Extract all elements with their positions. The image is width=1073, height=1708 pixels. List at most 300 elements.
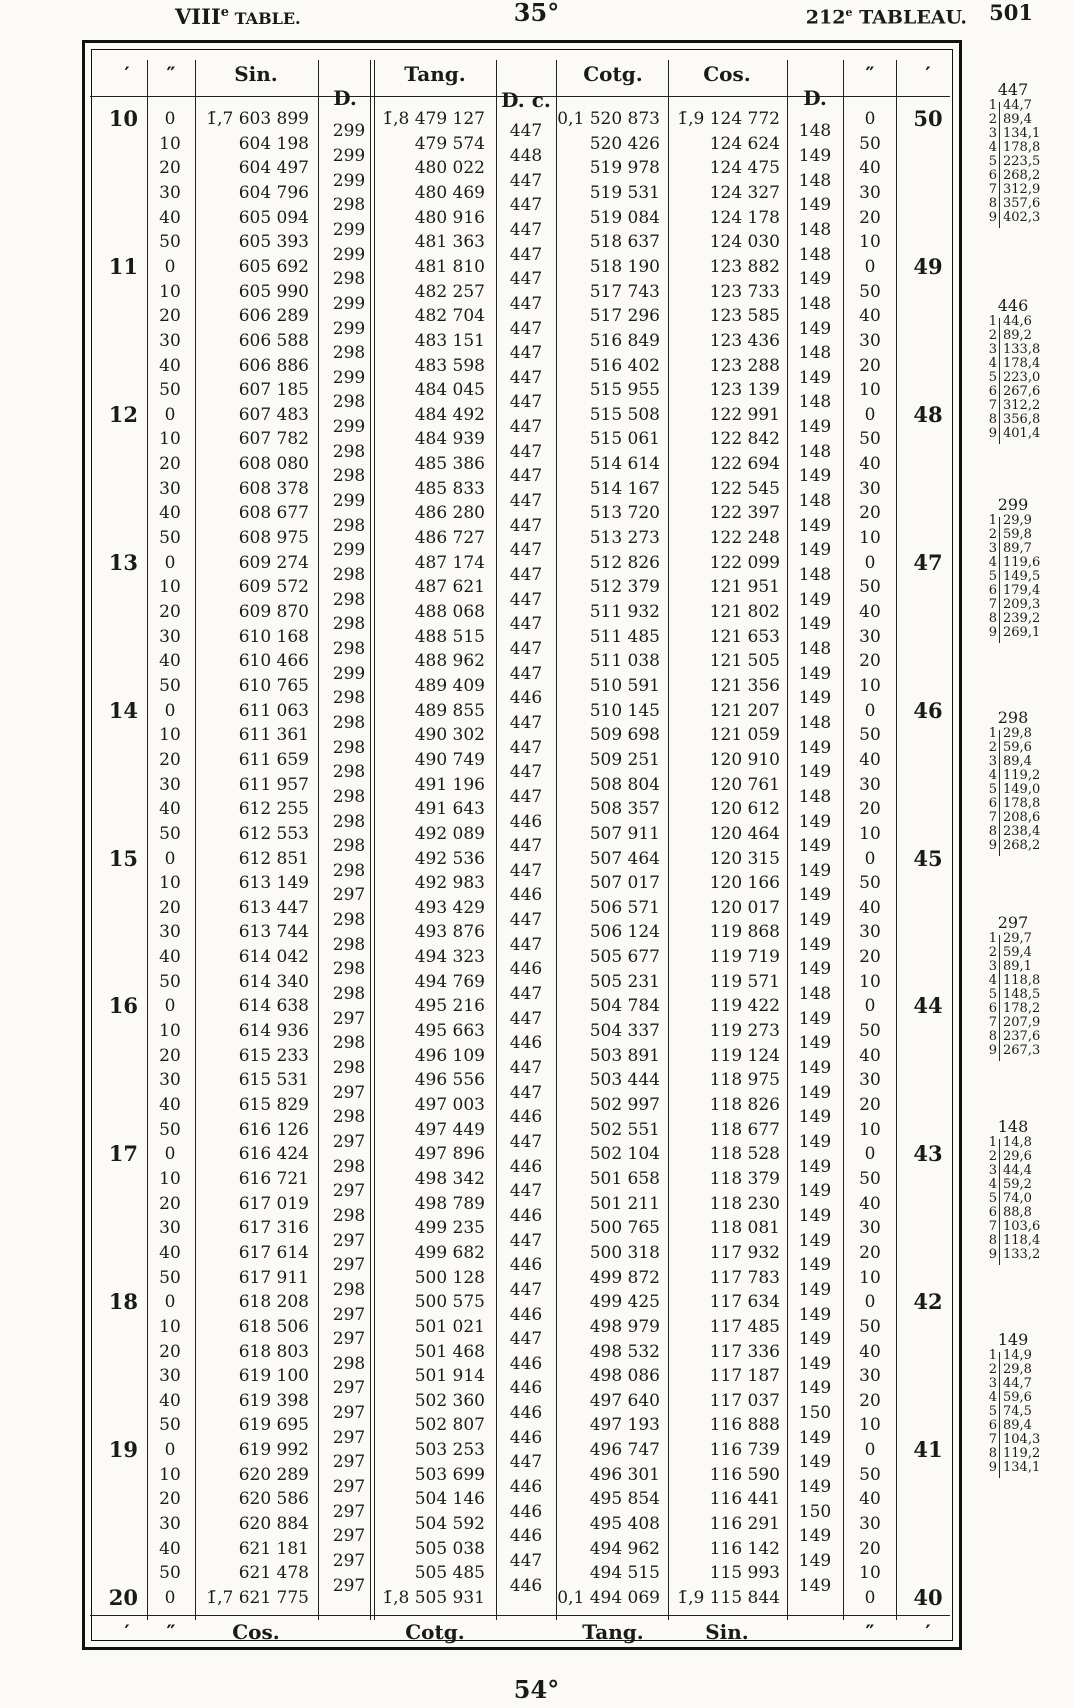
diff-cell: 149 — [798, 1230, 832, 1251]
pp-row — [985, 626, 1065, 640]
diff-cell: 149 — [798, 1329, 832, 1350]
cell-deg: 19 — [108, 1437, 138, 1463]
cell-sin: 618 506 — [238, 1316, 309, 1337]
pp-digit: 9 — [988, 625, 997, 640]
cell-cos: 124 475 — [709, 158, 780, 179]
cell-deg — [98, 156, 138, 180]
pp-row — [985, 811, 1065, 825]
cell-sec: 20 — [159, 602, 181, 622]
cell-sin: 609 274 — [238, 552, 309, 573]
pp-row — [985, 127, 1065, 141]
cell-rdeg — [900, 1241, 956, 1265]
diff-cell: 298 — [332, 638, 366, 659]
cell-sec: 40 — [159, 947, 181, 968]
cell-cos: 124 030 — [709, 232, 780, 253]
diff-cell: 149 — [798, 1181, 832, 1202]
cell-sec: 0 — [164, 1440, 176, 1461]
diff-cell: 298 — [332, 811, 366, 832]
cell-deg — [98, 452, 138, 476]
cell-tan: 499 235 — [414, 1218, 485, 1239]
tableau-number: 212e TABLEAU. — [805, 6, 967, 29]
cell-deg — [98, 896, 138, 920]
footer-tang: Tang. — [582, 1620, 644, 1644]
cell-deg — [98, 920, 138, 944]
cell-sin: 605 692 — [238, 256, 309, 277]
cell-cos: 123 288 — [709, 355, 780, 376]
pp-value: 59,6 — [1003, 740, 1032, 755]
cell-sec: 10 — [159, 577, 181, 598]
pp-row — [985, 1016, 1065, 1030]
diff-cell: 297 — [332, 1304, 366, 1325]
diff-cell: 149 — [798, 1033, 832, 1054]
cell-cos: 119 422 — [709, 996, 780, 1017]
cell-rdeg — [900, 1216, 956, 1240]
diff-cell: 447 — [509, 121, 543, 142]
cell-sin: 614 042 — [238, 947, 309, 968]
cell-rdeg — [900, 1487, 956, 1511]
pp-row — [985, 357, 1065, 371]
cell-tan: 496 109 — [414, 1045, 485, 1066]
diff-cell: 148 — [798, 219, 832, 240]
degree-bottom: 54° — [513, 1675, 560, 1704]
cell-rdeg — [900, 181, 956, 205]
diff-cell: 299 — [332, 663, 366, 684]
pp-row — [985, 99, 1065, 113]
cell-cos: 118 081 — [709, 1218, 780, 1239]
diff-cell: 299 — [332, 219, 366, 240]
cell-rsec: 40 — [859, 1193, 881, 1214]
cell-cos: 122 694 — [709, 454, 780, 475]
cell-rsec: 0 — [864, 1144, 876, 1165]
cell-deg — [98, 748, 138, 772]
cell-sec: 20 — [159, 306, 181, 327]
pp-digit: 2 — [988, 1149, 997, 1164]
pp-digit: 9 — [988, 1460, 997, 1475]
cell-rdeg — [900, 1364, 956, 1388]
diff-cell: 447 — [509, 1279, 543, 1300]
pp-row — [985, 1030, 1065, 1044]
pp-value: 238,4 — [1003, 824, 1041, 839]
cell-cos: 119 719 — [709, 947, 780, 968]
pp-row — [985, 1150, 1065, 1164]
diff-cell: 299 — [332, 170, 366, 191]
cell-cot: 511 932 — [589, 602, 660, 622]
pp-row — [985, 371, 1065, 385]
pp-value: 89,4 — [1003, 1418, 1032, 1433]
cell-tan: 480 022 — [414, 158, 485, 179]
pp-value: 59,6 — [1003, 1390, 1032, 1405]
cell-deg — [98, 354, 138, 378]
cell-cot: 510 591 — [589, 675, 660, 696]
pp-row — [985, 399, 1065, 413]
pp-row — [985, 1447, 1065, 1461]
cell-tan: 489 409 — [414, 675, 485, 696]
diff-cell: 446 — [509, 811, 543, 832]
diff-cell: 447 — [509, 417, 543, 438]
pp-digit: 4 — [988, 555, 997, 570]
cell-sin: 613 744 — [238, 922, 309, 943]
cell-tan: 493 876 — [414, 922, 485, 943]
cell-tan: 484 939 — [414, 429, 485, 450]
pp-digit: 9 — [988, 1043, 997, 1058]
cell-tan: 488 515 — [414, 626, 485, 647]
cell-cot: 512 379 — [589, 577, 660, 598]
cell-sec: 40 — [159, 651, 181, 672]
table-number: VIIIe TABLE. — [175, 4, 301, 29]
cell-sin: 615 829 — [238, 1095, 309, 1115]
diff-cell: 149 — [798, 1279, 832, 1300]
footer-min: ′ — [124, 1620, 130, 1644]
footer-sec-r: ″ — [865, 1620, 875, 1644]
cell-sin: 614 340 — [238, 971, 309, 992]
pp-row — [985, 329, 1065, 343]
pp-value: 312,2 — [1003, 398, 1041, 413]
pp-row — [985, 1178, 1065, 1192]
diff-cell: 447 — [509, 762, 543, 783]
pp-row — [985, 113, 1065, 127]
cell-rdeg: 46 — [913, 697, 943, 723]
diff-cell: 148 — [798, 244, 832, 265]
cell-rsec: 40 — [859, 1489, 881, 1510]
pp-value: 89,4 — [1003, 754, 1032, 769]
pp-value: 89,4 — [1003, 112, 1032, 127]
diff-cell: 148 — [798, 392, 832, 413]
cell-sec: 0 — [164, 1588, 176, 1608]
diff-cell: 298 — [332, 515, 366, 536]
pp-digit: 1 — [988, 931, 997, 946]
diff-cell: 149 — [798, 1427, 832, 1448]
cell-sec: 20 — [159, 897, 181, 918]
cell-rsec: 20 — [859, 651, 881, 672]
cell-deg — [98, 1512, 138, 1536]
cell-rdeg: 47 — [913, 549, 943, 575]
diff-cell: 148 — [798, 638, 832, 659]
cell-rdeg — [900, 354, 956, 378]
cell-rdeg — [900, 1512, 956, 1536]
diff-cell: 447 — [509, 737, 543, 758]
pp-row — [985, 211, 1065, 225]
cell-cot: 506 124 — [589, 922, 660, 943]
pp-row — [985, 727, 1065, 741]
diff-cell: 149 — [798, 1205, 832, 1226]
pp-table — [985, 1330, 1065, 1475]
cell-rsec: 50 — [859, 873, 881, 894]
cell-rsec: 30 — [859, 182, 881, 203]
pp-row — [985, 141, 1065, 155]
cell-tan: 490 302 — [414, 725, 485, 746]
cell-deg — [98, 822, 138, 846]
diff-cell: 149 — [798, 688, 832, 709]
pp-row — [985, 514, 1065, 528]
pp-digit: 5 — [988, 569, 997, 584]
cell-cot: 505 231 — [589, 971, 660, 992]
cell-deg — [98, 1216, 138, 1240]
cell-deg — [98, 970, 138, 994]
cell-cot: 496 747 — [589, 1440, 660, 1461]
pp-row — [985, 741, 1065, 755]
cell-tan: 482 257 — [414, 281, 485, 302]
diff-cell: 447 — [509, 1058, 543, 1079]
cell-cot: 494 962 — [589, 1538, 660, 1559]
cell-tan: 500 128 — [414, 1267, 485, 1288]
cell-rdeg — [900, 649, 956, 673]
cell-rdeg — [900, 378, 956, 402]
cell-sec: 20 — [159, 1489, 181, 1510]
cell-tan: 495 216 — [414, 996, 485, 1017]
cell-sin: 604 796 — [238, 182, 309, 203]
cell-rdeg — [900, 896, 956, 920]
cell-cos: 121 951 — [709, 577, 780, 598]
cell-cos: 118 528 — [709, 1144, 780, 1165]
cell-rsec: 30 — [859, 1070, 881, 1091]
diff-cell: 298 — [332, 565, 366, 586]
cell-sec: 50 — [159, 1415, 181, 1436]
cell-rdeg — [900, 501, 956, 525]
pp-digit: 5 — [988, 1404, 997, 1419]
cell-rdeg: 50 — [913, 106, 943, 131]
cell-rdeg — [900, 797, 956, 821]
pp-digit: 4 — [988, 768, 997, 783]
cell-sec: 10 — [159, 873, 181, 894]
cell-cot: 499 872 — [589, 1267, 660, 1288]
pp-row — [985, 1461, 1065, 1475]
cell-rsec: 50 — [859, 1168, 881, 1189]
diff-cell: 447 — [509, 1181, 543, 1202]
cell-sin: 607 483 — [238, 404, 309, 425]
footer-min-r: ′ — [925, 1620, 931, 1644]
diff-cell: 447 — [509, 343, 543, 364]
pp-row — [985, 612, 1065, 626]
diff-cell: 447 — [509, 1551, 543, 1572]
cell-cot: 501 658 — [589, 1168, 660, 1189]
diff-cell: 446 — [509, 959, 543, 980]
diff-cell: 447 — [509, 614, 543, 635]
cell-sec: 30 — [159, 1070, 181, 1091]
pp-head: 447 — [997, 80, 1029, 99]
cell-rsec: 40 — [859, 1045, 881, 1066]
cell-deg — [98, 206, 138, 230]
cell-cos: 119 868 — [709, 922, 780, 943]
cell-rdeg — [900, 1019, 956, 1043]
pp-row — [985, 1349, 1065, 1363]
cell-rdeg — [900, 1340, 956, 1364]
cell-rsec: 10 — [859, 823, 881, 844]
pp-row — [985, 825, 1065, 839]
pp-row — [985, 1248, 1065, 1262]
footer-sin: Sin. — [705, 1620, 749, 1644]
pp-value: 267,6 — [1003, 384, 1041, 399]
pp-digit: 2 — [988, 945, 997, 960]
pp-value: 118,4 — [1003, 1233, 1041, 1248]
pp-row — [985, 1206, 1065, 1220]
cell-rdeg — [900, 230, 956, 254]
cell-cos: 119 124 — [709, 1045, 780, 1066]
cell-deg — [98, 1019, 138, 1043]
cell-sin: 616 424 — [238, 1144, 309, 1165]
diff-cell: 149 — [798, 417, 832, 438]
cell-rdeg — [900, 156, 956, 180]
cell-tan: 504 146 — [414, 1489, 485, 1510]
cell-cos: 123 139 — [709, 380, 780, 401]
pp-row — [985, 343, 1065, 357]
cell-rsec: 50 — [859, 1464, 881, 1485]
diff-cell: 148 — [798, 343, 832, 364]
cell-sin: 609 572 — [238, 577, 309, 598]
pp-row — [985, 1419, 1065, 1433]
footer-sec: ″ — [166, 1620, 176, 1644]
cell-tan: 503 699 — [414, 1464, 485, 1485]
cell-deg — [98, 649, 138, 673]
cell-cos: 122 397 — [709, 503, 780, 524]
cell-cos: 123 733 — [709, 281, 780, 302]
pp-digit: 2 — [988, 1362, 997, 1377]
pp-digit: 9 — [988, 426, 997, 441]
cell-rdeg: 49 — [913, 253, 943, 279]
diff-cell: 299 — [332, 367, 366, 388]
cell-sin: 611 659 — [238, 749, 309, 770]
pp-row — [985, 769, 1065, 783]
cell-sin: 612 255 — [238, 799, 309, 820]
diff-cell: 447 — [509, 860, 543, 881]
cell-sin: 613 447 — [238, 897, 309, 918]
pp-digit: 9 — [988, 838, 997, 853]
diff-cell: 297 — [332, 1403, 366, 1424]
pp-value: 89,1 — [1003, 959, 1032, 974]
cell-deg — [98, 945, 138, 969]
diff-cell: 148 — [798, 293, 832, 314]
cell-cot: 517 743 — [589, 281, 660, 302]
cell-rsec: 40 — [859, 602, 881, 622]
cell-cot: 504 784 — [589, 996, 660, 1017]
cell-tan: 484 045 — [414, 380, 485, 401]
diff-cell: 298 — [332, 712, 366, 733]
diff-cell: 149 — [798, 589, 832, 610]
cell-sec: 40 — [159, 1095, 181, 1115]
pp-value: 312,9 — [1003, 182, 1041, 197]
pp-head: 299 — [997, 495, 1029, 514]
diff-cell: 298 — [332, 392, 366, 413]
diff-cell: 447 — [509, 195, 543, 216]
cell-sin: 616 721 — [238, 1168, 309, 1189]
cell-cot: 495 854 — [589, 1489, 660, 1510]
cell-sin: 619 992 — [238, 1440, 309, 1461]
diff-cell: 148 — [798, 984, 832, 1005]
cell-tan: 482 704 — [414, 306, 485, 327]
cell-cot: 519 978 — [589, 158, 660, 179]
cell-rsec: 0 — [864, 1292, 876, 1313]
cell-sin: 615 233 — [238, 1045, 309, 1066]
cell-sec: 40 — [159, 799, 181, 820]
cell-rsec: 50 — [859, 1021, 881, 1042]
pp-row — [985, 960, 1065, 974]
cell-rdeg — [900, 427, 956, 451]
cell-cot: 502 551 — [589, 1119, 660, 1140]
cell-sec: 20 — [159, 749, 181, 770]
pp-value: 119,6 — [1003, 555, 1041, 570]
diff-cell: 446 — [509, 1378, 543, 1399]
pp-row — [985, 413, 1065, 427]
cell-tan: 487 174 — [414, 552, 485, 573]
header-min-r: ′ — [925, 62, 931, 86]
cell-rsec: 30 — [859, 774, 881, 795]
cell-deg — [98, 797, 138, 821]
cell-rdeg — [900, 1068, 956, 1092]
cell-deg: 10 — [108, 106, 138, 131]
pp-digit: 1 — [988, 726, 997, 741]
cell-tan: 1̄,8 505 931 — [382, 1588, 485, 1608]
pp-value: 14,8 — [1003, 1135, 1032, 1150]
pp-head: 149 — [997, 1330, 1029, 1349]
cell-deg: 12 — [108, 401, 138, 427]
cell-sec: 10 — [159, 281, 181, 302]
cell-rsec: 30 — [859, 1218, 881, 1239]
cell-sin: 619 398 — [238, 1390, 309, 1411]
diff-cell: 446 — [509, 1107, 543, 1128]
pp-digit: 6 — [988, 796, 997, 811]
cell-cot: 501 211 — [589, 1193, 660, 1214]
diff-cell: 149 — [798, 1131, 832, 1152]
cell-sec: 20 — [159, 1341, 181, 1362]
cell-cot: 497 193 — [589, 1415, 660, 1436]
diff-cell: 447 — [509, 219, 543, 240]
pp-digit: 3 — [988, 1376, 997, 1391]
diff-cell: 297 — [332, 1427, 366, 1448]
cell-cos: 120 612 — [709, 799, 780, 820]
diff-cell: 447 — [509, 1082, 543, 1103]
cell-cot: 496 301 — [589, 1464, 660, 1485]
cell-rdeg — [900, 452, 956, 476]
pp-digit: 1 — [988, 513, 997, 528]
pp-digit: 3 — [988, 959, 997, 974]
pp-value: 149,0 — [1003, 782, 1041, 797]
pp-row — [985, 542, 1065, 556]
cell-cot: 517 296 — [589, 306, 660, 327]
cell-sec: 0 — [164, 700, 176, 721]
cell-rsec: 20 — [859, 1095, 881, 1115]
cell-deg — [98, 427, 138, 451]
header-sec-r: ″ — [865, 62, 875, 86]
diff-cell: 298 — [332, 1205, 366, 1226]
diff-cell: 148 — [798, 121, 832, 142]
cell-sin: 605 393 — [238, 232, 309, 253]
cell-tan: 498 342 — [414, 1168, 485, 1189]
cell-tan: 493 429 — [414, 897, 485, 918]
cell-sec: 30 — [159, 1218, 181, 1239]
diff-cell: 149 — [798, 860, 832, 881]
diff-cell: 298 — [332, 984, 366, 1005]
diff-cell: 148 — [798, 565, 832, 586]
cell-cot: 508 804 — [589, 774, 660, 795]
diff-cell: 149 — [798, 1526, 832, 1547]
pp-digit: 4 — [988, 973, 997, 988]
diff-cell: 148 — [798, 441, 832, 462]
pp-row — [985, 197, 1065, 211]
cell-tan: 502 360 — [414, 1390, 485, 1411]
diff-cell: 297 — [332, 1575, 366, 1596]
pp-row — [985, 1363, 1065, 1377]
diff-cell: 299 — [332, 491, 366, 512]
cell-rsec: 30 — [859, 626, 881, 647]
diff-cell: 298 — [332, 589, 366, 610]
cell-sin: 606 289 — [238, 306, 309, 327]
cell-sec: 10 — [159, 725, 181, 746]
diff-cell: 149 — [798, 1378, 832, 1399]
cell-rdeg: 42 — [913, 1289, 943, 1315]
pp-table — [985, 495, 1065, 640]
pp-value: 103,6 — [1003, 1219, 1041, 1234]
pp-row — [985, 183, 1065, 197]
diff-cell: 149 — [798, 145, 832, 166]
